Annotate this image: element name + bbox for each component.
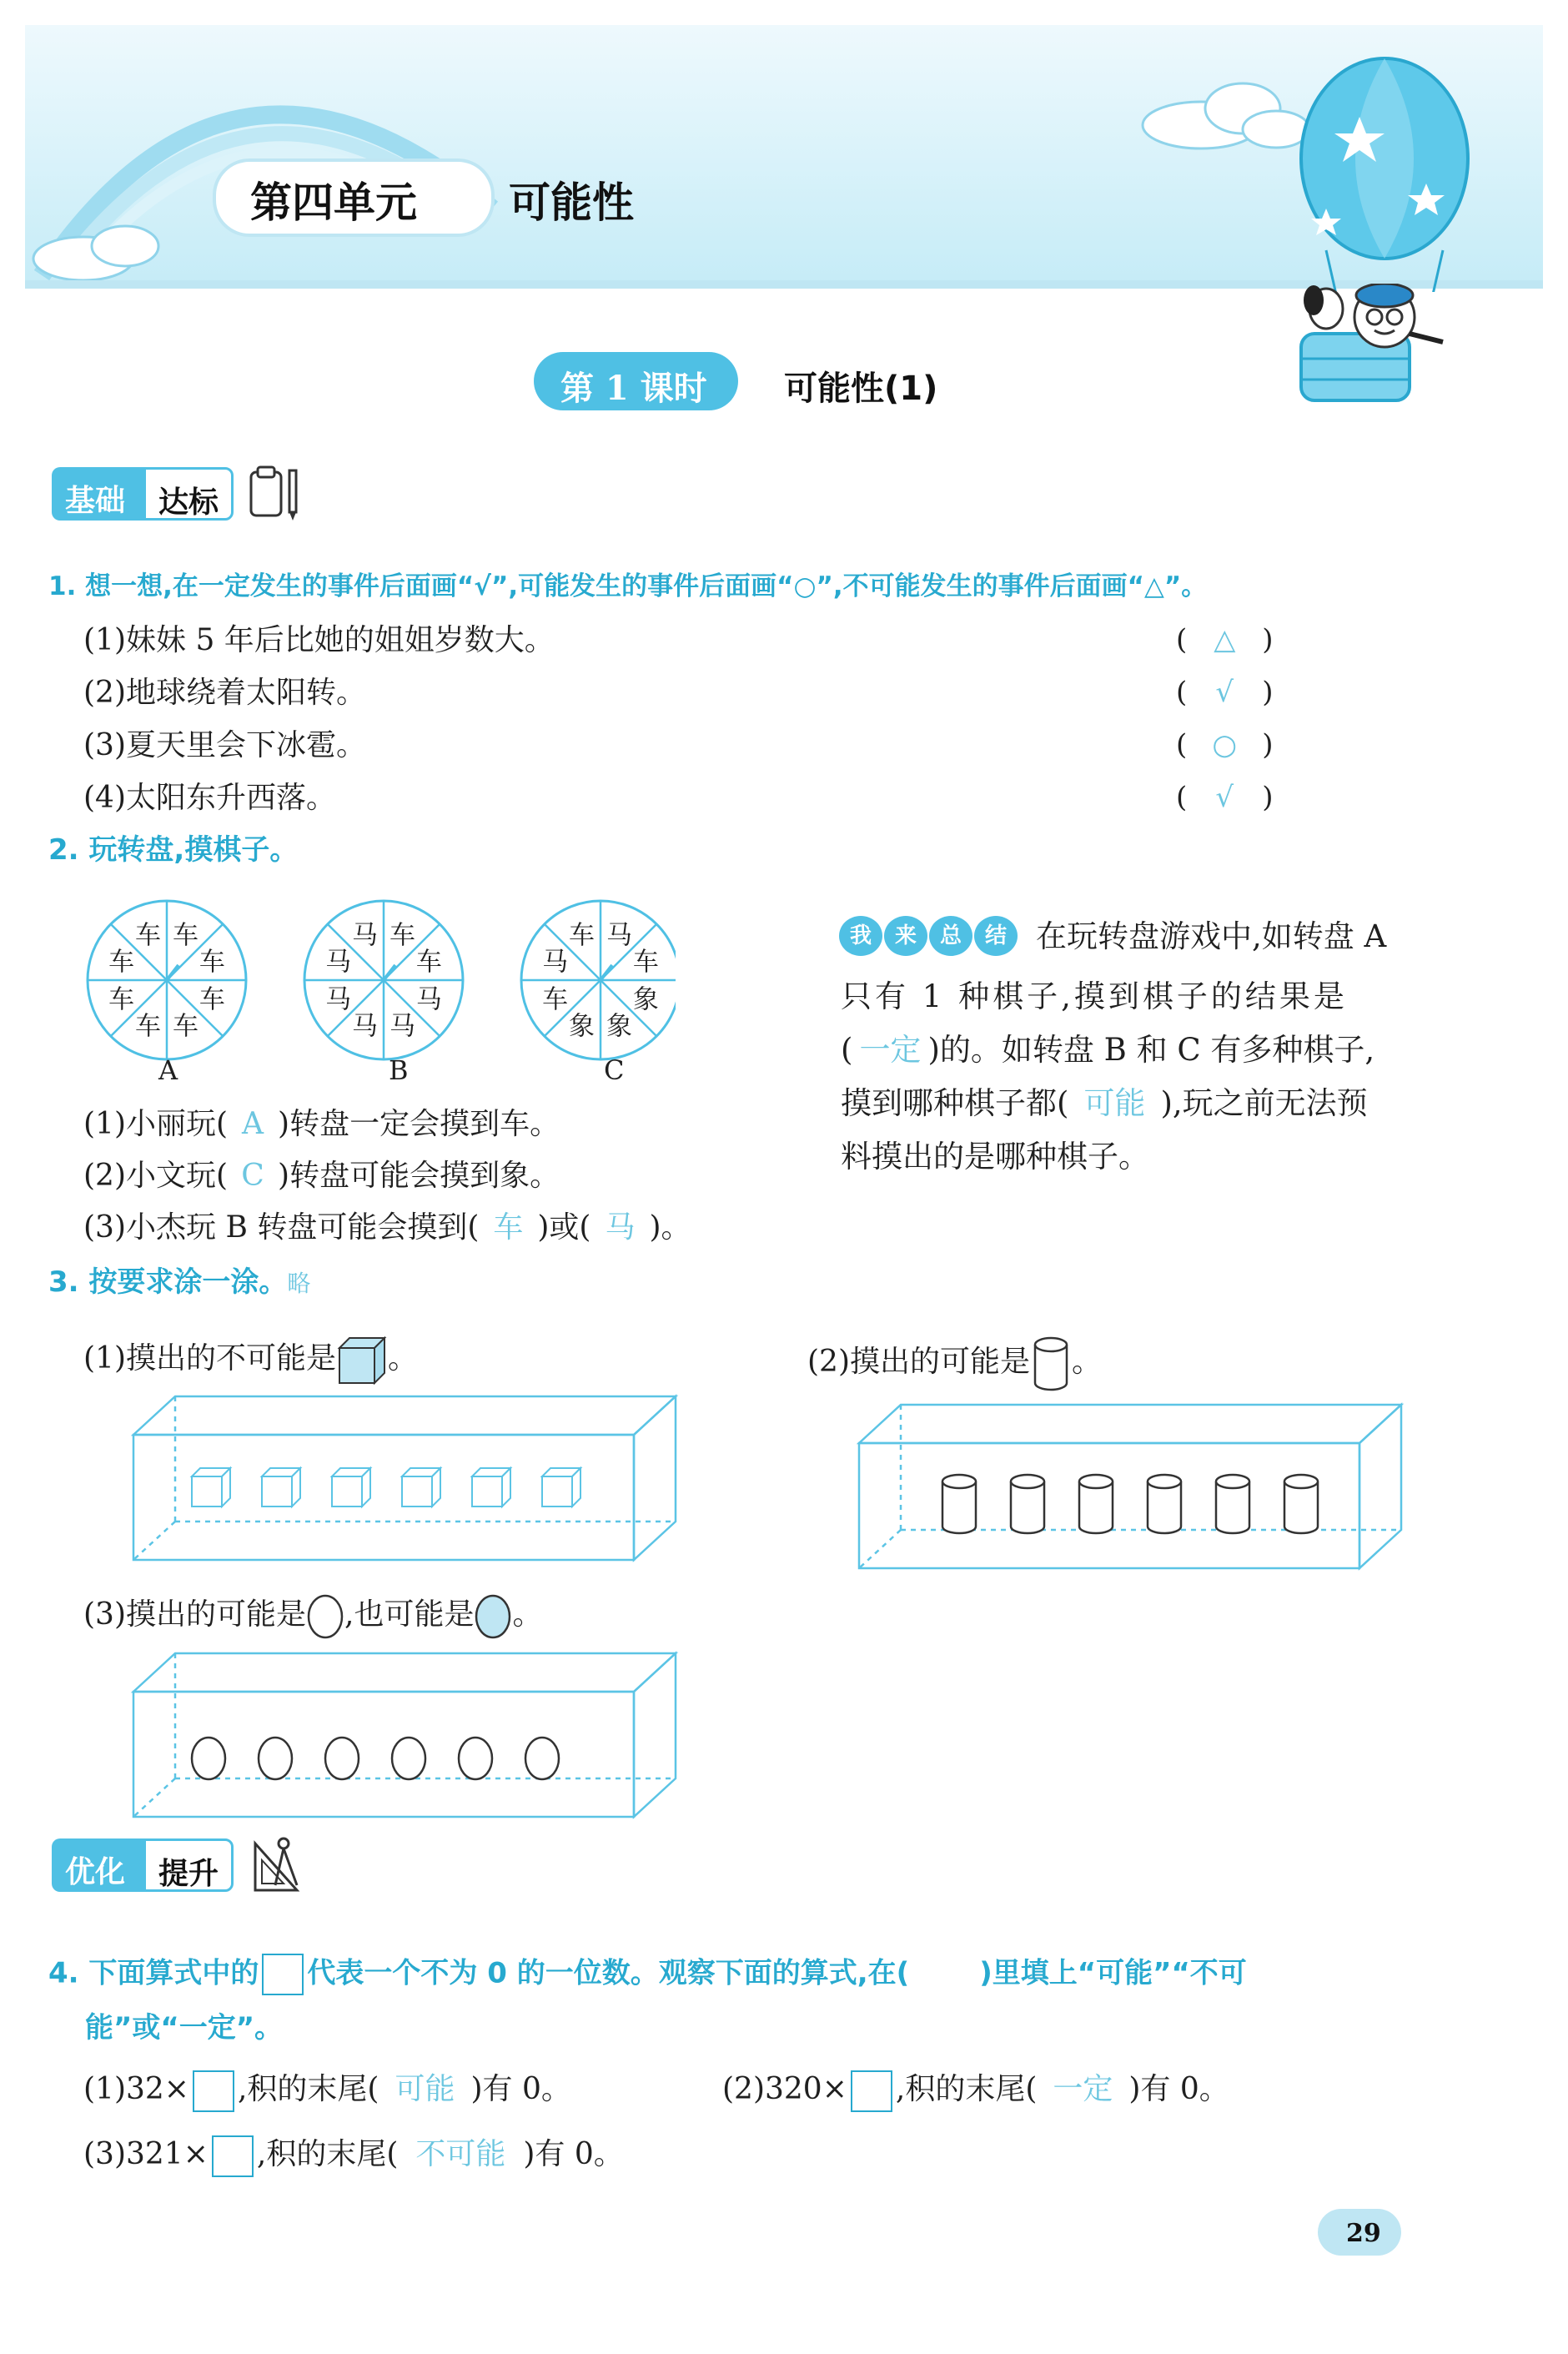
wheel-piece: 车 bbox=[542, 984, 569, 1015]
summary-line-1: 在玩转盘游戏中,如转盘 A bbox=[1036, 918, 1387, 954]
wheel-piece: 象 bbox=[568, 1011, 595, 1042]
q4-item-1-square[interactable] bbox=[193, 2070, 234, 2112]
q3-item-1-before: (1)摸出的不可能是 bbox=[83, 1341, 336, 1376]
section-advance-label-1: 优化 bbox=[65, 1855, 126, 1889]
box-balls bbox=[125, 1650, 684, 1825]
q2-item-3-answer2: 马 bbox=[605, 1210, 636, 1245]
cube-icon bbox=[336, 1335, 388, 1386]
wheel-piece: 马 bbox=[542, 947, 569, 978]
cube bbox=[472, 1468, 510, 1506]
q1-item-2: (2)地球绕着太阳转。 bbox=[83, 676, 366, 710]
cube bbox=[542, 1468, 580, 1506]
wheel-piece: 车 bbox=[415, 947, 442, 978]
unit-title: 可能性 bbox=[509, 179, 634, 227]
section-basic-badge bbox=[52, 467, 235, 526]
q2-item-2-before: (2)小文玩( bbox=[83, 1159, 229, 1193]
summary-line-3-after: )的。如转盘 B 和 C 有多种棋子, bbox=[927, 1032, 1375, 1068]
cylinder bbox=[1011, 1475, 1044, 1533]
ball bbox=[259, 1738, 292, 1779]
wheel-piece: 马 bbox=[389, 1011, 416, 1042]
q3-item-1 bbox=[83, 1335, 418, 1386]
q1-item-4: (4)太阳东升西落。 bbox=[83, 781, 336, 815]
wheel-label-a: A bbox=[158, 1054, 178, 1086]
cylinder bbox=[1079, 1475, 1113, 1533]
q1-answer-3: ( ○ ) bbox=[1176, 728, 1274, 762]
summary-answer-2: 可能 bbox=[1083, 1085, 1146, 1121]
clipboard-icon bbox=[246, 464, 304, 526]
box-cylinders bbox=[851, 1401, 1410, 1577]
geometry-tools-icon bbox=[250, 1835, 309, 1900]
cylinder bbox=[1216, 1475, 1249, 1533]
q3-item-2-before: (2)摸出的可能是 bbox=[807, 1345, 1030, 1379]
blank-square bbox=[262, 1954, 304, 1995]
q4-heading-a: 4. 下面算式中的 bbox=[48, 1956, 259, 1990]
q2-item-2-after: )转盘可能会摸到象。 bbox=[278, 1159, 560, 1193]
q4-heading-b: 代表一个不为 0 的一位数。观察下面的算式,在( bbox=[307, 1956, 910, 1990]
q1-answer-4: ( √ ) bbox=[1176, 781, 1274, 814]
q1-answer-1: ( △ ) bbox=[1176, 623, 1274, 656]
q4-item-3-answer: 不可能 bbox=[415, 2137, 506, 2171]
q1-item-1: (1)妹妹 5 年后比她的姐姐岁数大。 bbox=[83, 623, 555, 657]
wheel-piece: 马 bbox=[325, 984, 352, 1015]
q4-item-2-after: )有 0。 bbox=[1128, 2072, 1229, 2106]
cylinder bbox=[1148, 1475, 1181, 1533]
summary-line-3 bbox=[841, 1032, 1375, 1068]
wheel-piece: 车 bbox=[108, 984, 135, 1015]
summary-line-4-before: 摸到哪种棋子都( bbox=[841, 1085, 1069, 1121]
wheel-piece: 车 bbox=[389, 920, 416, 951]
wheel-piece: 马 bbox=[606, 920, 633, 951]
q1-answer-4-value: √ bbox=[1215, 781, 1234, 814]
section-advance-badge bbox=[52, 1838, 235, 1897]
mascot-illustration bbox=[1276, 284, 1460, 409]
ball-blue-icon bbox=[474, 1593, 512, 1640]
q4-item-3-after: )有 0。 bbox=[523, 2137, 624, 2171]
lesson-title: 可能性(1) bbox=[784, 370, 938, 408]
q4-item-2 bbox=[722, 2070, 1229, 2112]
q4-item-3-mid: ,积的末尾( bbox=[256, 2137, 399, 2171]
q3-item-3-after: 。 bbox=[512, 1597, 543, 1632]
summary-line-3-before: ( bbox=[841, 1032, 853, 1068]
cylinder-icon bbox=[1030, 1335, 1072, 1393]
cube bbox=[402, 1468, 440, 1506]
summary-answer-1: 一定 bbox=[859, 1032, 922, 1068]
wheel-piece: 马 bbox=[415, 984, 442, 1015]
q1-answer-1-value: △ bbox=[1214, 623, 1236, 656]
summary-line-5: 料摸出的是哪种棋子。 bbox=[841, 1139, 1149, 1174]
q1-answer-2: ( √ ) bbox=[1176, 676, 1274, 709]
ball-white-icon bbox=[306, 1593, 344, 1640]
wheel-piece: 车 bbox=[134, 1011, 161, 1042]
ball bbox=[192, 1738, 225, 1779]
q3-heading-text: 3. 按要求涂一涂。 bbox=[48, 1265, 288, 1299]
q2-item-3-answer: 车 bbox=[493, 1210, 524, 1245]
wheel-c bbox=[521, 901, 676, 1059]
wheel-a bbox=[88, 901, 246, 1059]
q1-item-3: (3)夏天里会下冰雹。 bbox=[83, 728, 366, 762]
q4-heading-c: )里填上“可能”“不可 bbox=[979, 1956, 1247, 1990]
summary-line-4 bbox=[841, 1085, 1368, 1121]
q1-heading: 1. 想一想,在一定发生的事件后面画“√”,可能发生的事件后面画“○”,不可能发生的事件后面画“△”。 bbox=[48, 571, 1208, 601]
q3-item-2 bbox=[807, 1335, 1102, 1393]
q2-item-1 bbox=[83, 1109, 560, 1139]
q4-item-3 bbox=[83, 2135, 624, 2177]
section-advance-label-2: 提升 bbox=[158, 1857, 219, 1891]
summary-line-2: 只有 1 种棋子,摸到棋子的结果是 bbox=[841, 978, 1348, 1014]
summary-badge-char-3: 总 bbox=[929, 916, 972, 956]
q2-item-3-after: )。 bbox=[649, 1210, 691, 1245]
summary-badge-char-4: 结 bbox=[974, 916, 1018, 956]
q4-item-1-mid: ,积的末尾( bbox=[237, 2072, 379, 2106]
q3-note: 略 bbox=[287, 1270, 311, 1297]
ball bbox=[459, 1738, 492, 1779]
cylinder bbox=[942, 1475, 976, 1533]
cylinder bbox=[1284, 1475, 1318, 1533]
q4-item-1-answer: 可能 bbox=[395, 2072, 455, 2106]
box-cubes bbox=[125, 1393, 684, 1568]
wheel-label-c: C bbox=[604, 1054, 625, 1086]
q3-item-3 bbox=[83, 1593, 542, 1640]
q3-heading bbox=[48, 1265, 311, 1299]
summary-badge-char-2: 来 bbox=[884, 916, 927, 956]
q2-item-1-answer: A bbox=[242, 1107, 264, 1141]
ball bbox=[392, 1738, 425, 1779]
q4-item-3-square[interactable] bbox=[212, 2135, 254, 2177]
summary-badge-char-1: 我 bbox=[839, 916, 882, 956]
wheel-piece: 车 bbox=[632, 947, 659, 978]
q3-item-3-before: (3)摸出的可能是 bbox=[83, 1597, 306, 1632]
q2-heading: 2. 玩转盘,摸棋子。 bbox=[48, 833, 299, 867]
q4-item-2-expr: (2)320× bbox=[722, 2072, 847, 2106]
page-number: 29 bbox=[1346, 2219, 1381, 2248]
lesson-badge-text: 第 1 课时 bbox=[560, 369, 707, 408]
wheel-piece: 马 bbox=[351, 1011, 378, 1042]
wheel-piece: 车 bbox=[108, 947, 135, 978]
wheel-piece: 车 bbox=[199, 947, 225, 978]
q3-item-3-middle: ,也可能是 bbox=[344, 1597, 475, 1632]
q2-item-2 bbox=[83, 1161, 560, 1191]
wheel-piece: 象 bbox=[606, 1011, 633, 1042]
cube bbox=[192, 1468, 230, 1506]
wheel-label-b: B bbox=[389, 1054, 409, 1086]
q4-item-1-after: )有 0。 bbox=[470, 2072, 571, 2106]
wheel-piece: 车 bbox=[568, 920, 595, 951]
q4-heading-line2: 能”或“一定”。 bbox=[85, 2011, 284, 2045]
section-basic-label-2: 达标 bbox=[158, 485, 219, 520]
q2-item-1-before: (1)小丽玩( bbox=[83, 1107, 229, 1141]
wheel-piece: 车 bbox=[173, 920, 199, 951]
q2-item-1-after: )转盘一定会摸到车。 bbox=[278, 1107, 560, 1141]
wheel-piece: 象 bbox=[632, 984, 659, 1015]
ball bbox=[525, 1738, 559, 1779]
q3-item-1-after: 。 bbox=[388, 1341, 419, 1376]
wheel-b bbox=[304, 901, 463, 1059]
wheel-piece: 车 bbox=[134, 920, 161, 951]
q1-answer-2-value: √ bbox=[1215, 676, 1234, 709]
q3-item-2-after: 。 bbox=[1072, 1345, 1103, 1379]
ball bbox=[325, 1738, 359, 1779]
wheel-piece: 车 bbox=[173, 1011, 199, 1042]
q4-item-1 bbox=[83, 2070, 571, 2112]
summary-line-4-after: ),玩之前无法预 bbox=[1160, 1085, 1368, 1121]
q2-item-3-middle: )或( bbox=[537, 1210, 591, 1245]
section-basic-label-1: 基础 bbox=[65, 484, 126, 518]
q4-item-2-answer: 一定 bbox=[1053, 2072, 1113, 2106]
wheel-piece: 马 bbox=[351, 920, 378, 951]
q2-item-3 bbox=[83, 1210, 691, 1245]
unit-label: 第四单元 bbox=[250, 179, 417, 227]
q4-item-3-expr: (3)321× bbox=[83, 2137, 209, 2171]
q4-item-2-mid: ,积的末尾( bbox=[895, 2072, 1038, 2106]
q1-answer-3-value: ○ bbox=[1212, 728, 1238, 762]
wheel-piece: 车 bbox=[199, 984, 225, 1015]
cube bbox=[332, 1468, 370, 1506]
q4-heading-line1 bbox=[48, 1954, 1247, 1995]
cube bbox=[262, 1468, 300, 1506]
summary-badge bbox=[839, 916, 1018, 958]
q2-item-2-answer: C bbox=[241, 1159, 264, 1193]
q4-item-1-expr: (1)32× bbox=[83, 2072, 189, 2106]
wheel-piece: 马 bbox=[325, 947, 352, 978]
q4-item-2-square[interactable] bbox=[851, 2070, 892, 2112]
q2-item-3-before: (3)小杰玩 B 转盘可能会摸到( bbox=[83, 1210, 480, 1245]
